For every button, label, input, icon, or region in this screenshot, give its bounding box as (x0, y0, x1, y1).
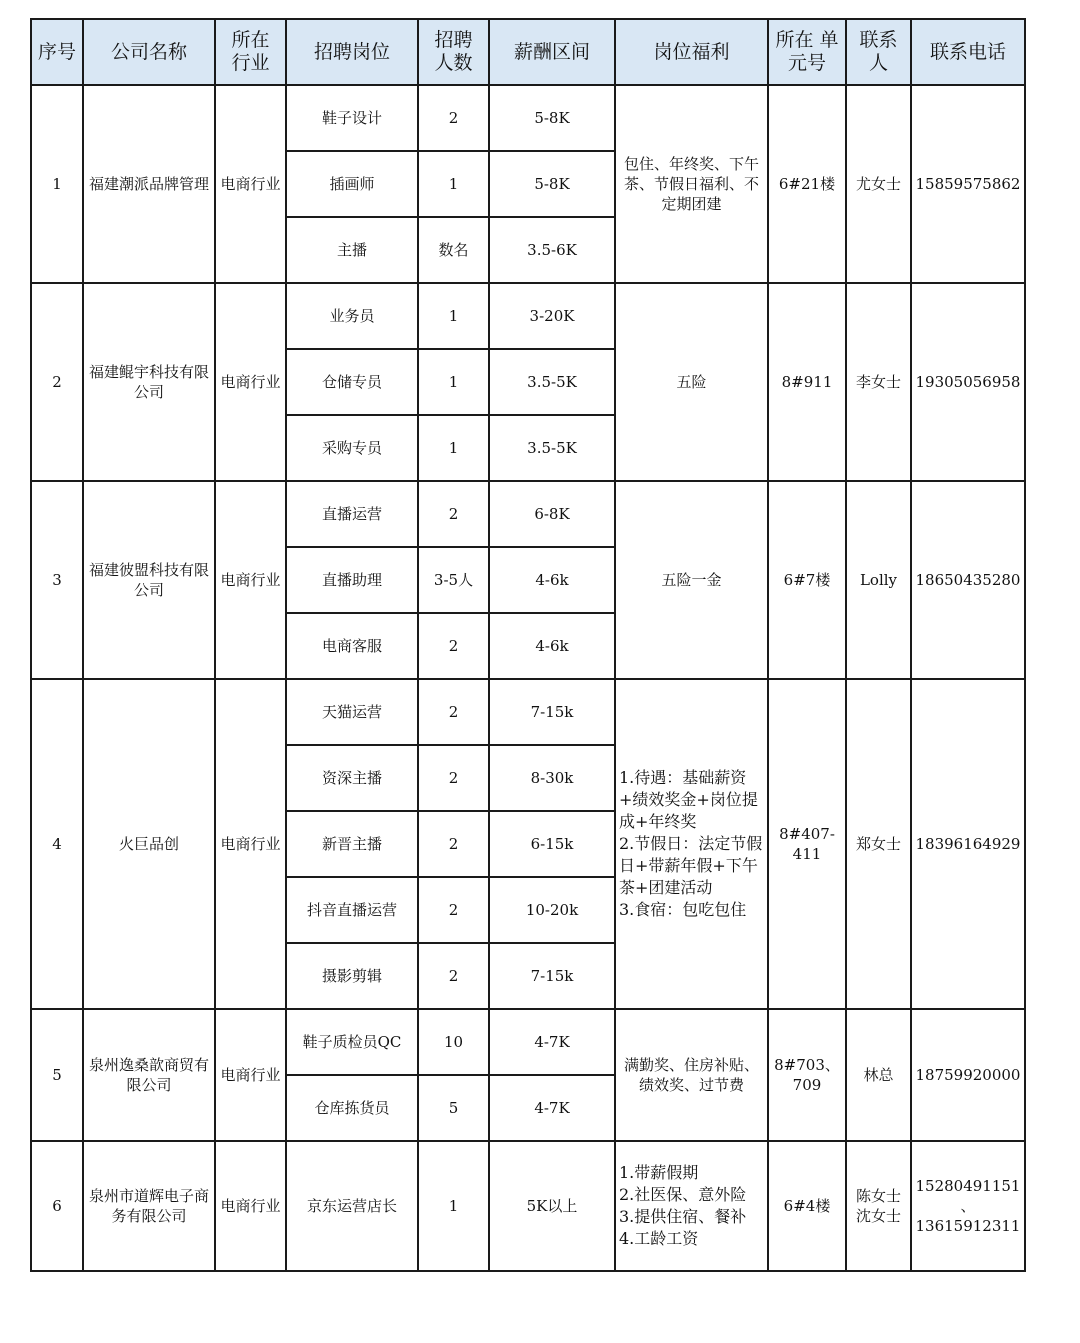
company-name: 泉州逸桑歆商贸有限公司 (83, 1009, 215, 1141)
seq-cell: 2 (31, 283, 83, 481)
job-count: 1 (418, 1141, 489, 1271)
job-count: 2 (418, 811, 489, 877)
header-phone: 联系电话 (911, 19, 1025, 85)
job-count: 2 (418, 85, 489, 151)
header-unit: 所在 单元号 (768, 19, 846, 85)
job-salary: 7-15k (489, 943, 615, 1009)
header-industry: 所在 行业 (215, 19, 286, 85)
job-salary: 4-6k (489, 547, 615, 613)
unit-cell: 6#21楼 (768, 85, 846, 283)
industry-cell: 电商行业 (215, 679, 286, 1009)
job-title: 直播助理 (286, 547, 418, 613)
job-salary: 3.5-6K (489, 217, 615, 283)
unit-cell: 8#703、709 (768, 1009, 846, 1141)
header-contact: 联系 人 (846, 19, 911, 85)
job-salary: 3.5-5K (489, 415, 615, 481)
job-title: 新晋主播 (286, 811, 418, 877)
job-salary: 3.5-5K (489, 349, 615, 415)
table-row (31, 679, 1025, 745)
job-count: 2 (418, 613, 489, 679)
table-row (31, 1009, 1025, 1075)
header-benefits: 岗位福利 (615, 19, 768, 85)
benefits-cell: 包住、年终奖、下午茶、节假日福利、不定期团建 (615, 85, 768, 283)
contact-cell: 李女士 (846, 283, 911, 481)
seq-cell: 3 (31, 481, 83, 679)
job-title: 抖音直播运营 (286, 877, 418, 943)
header-count: 招聘 人数 (418, 19, 489, 85)
contact-cell: 陈女士 沈女士 (846, 1141, 911, 1271)
job-title: 采购专员 (286, 415, 418, 481)
company-name: 火巨品创 (83, 679, 215, 1009)
job-title: 电商客服 (286, 613, 418, 679)
job-count: 2 (418, 877, 489, 943)
job-salary: 5-8K (489, 151, 615, 217)
job-title: 业务员 (286, 283, 418, 349)
job-salary: 6-15k (489, 811, 615, 877)
job-count: 10 (418, 1009, 489, 1075)
job-count: 2 (418, 745, 489, 811)
job-salary: 4-7K (489, 1009, 615, 1075)
seq-cell: 6 (31, 1141, 83, 1271)
job-title: 鞋子质检员QC (286, 1009, 418, 1075)
job-count: 2 (418, 481, 489, 547)
job-title: 主播 (286, 217, 418, 283)
benefits-cell: 五险一金 (615, 481, 768, 679)
table-row (31, 283, 1025, 349)
job-salary: 8-30k (489, 745, 615, 811)
job-title: 仓储专员 (286, 349, 418, 415)
table-row (31, 1141, 1025, 1271)
header-salary: 薪酬区间 (489, 19, 615, 85)
phone-cell: 19305056958 (911, 283, 1025, 481)
job-salary: 10-20k (489, 877, 615, 943)
job-count: 1 (418, 151, 489, 217)
contact-cell: Lolly (846, 481, 911, 679)
header-company: 公司名称 (83, 19, 215, 85)
company-name: 福建潮派品牌管理 (83, 85, 215, 283)
table-row (31, 85, 1025, 151)
job-count: 1 (418, 349, 489, 415)
benefits-cell: 满勤奖、住房补贴、绩效奖、过节费 (615, 1009, 768, 1141)
job-count: 3-5人 (418, 547, 489, 613)
job-title: 摄影剪辑 (286, 943, 418, 1009)
job-salary: 3-20K (489, 283, 615, 349)
header-seq: 序号 (31, 19, 83, 85)
contact-cell: 林总 (846, 1009, 911, 1141)
benefits-cell: 1.带薪假期 2.社医保、意外险 3.提供住宿、餐补 4.工龄工资 (615, 1141, 768, 1271)
industry-cell: 电商行业 (215, 283, 286, 481)
phone-cell: 18650435280 (911, 481, 1025, 679)
job-title: 插画师 (286, 151, 418, 217)
job-title: 鞋子设计 (286, 85, 418, 151)
job-title: 资深主播 (286, 745, 418, 811)
phone-cell: 15280491151 、 13615912311 (911, 1141, 1025, 1271)
company-name: 泉州市道辉电子商务有限公司 (83, 1141, 215, 1271)
job-count: 5 (418, 1075, 489, 1141)
seq-cell: 1 (31, 85, 83, 283)
job-count: 数名 (418, 217, 489, 283)
unit-cell: 8#911 (768, 283, 846, 481)
recruitment-table (30, 18, 1026, 1272)
job-salary: 5-8K (489, 85, 615, 151)
benefits-cell: 五险 (615, 283, 768, 481)
unit-cell: 8#407-411 (768, 679, 846, 1009)
unit-cell: 6#4楼 (768, 1141, 846, 1271)
seq-cell: 5 (31, 1009, 83, 1141)
company-name: 福建鲲宇科技有限公司 (83, 283, 215, 481)
phone-cell: 15859575862 (911, 85, 1025, 283)
job-salary: 5K以上 (489, 1141, 615, 1271)
industry-cell: 电商行业 (215, 1009, 286, 1141)
job-count: 1 (418, 415, 489, 481)
job-salary: 4-7K (489, 1075, 615, 1141)
phone-cell: 18396164929 (911, 679, 1025, 1009)
contact-cell: 郑女士 (846, 679, 911, 1009)
job-title: 仓库拣货员 (286, 1075, 418, 1141)
job-salary: 4-6k (489, 613, 615, 679)
table-row (31, 481, 1025, 547)
job-count: 1 (418, 283, 489, 349)
phone-cell: 18759920000 (911, 1009, 1025, 1141)
job-title: 天猫运营 (286, 679, 418, 745)
job-count: 2 (418, 943, 489, 1009)
job-count: 2 (418, 679, 489, 745)
seq-cell: 4 (31, 679, 83, 1009)
industry-cell: 电商行业 (215, 85, 286, 283)
job-title: 京东运营店长 (286, 1141, 418, 1271)
header-position: 招聘岗位 (286, 19, 418, 85)
industry-cell: 电商行业 (215, 481, 286, 679)
job-salary: 6-8K (489, 481, 615, 547)
benefits-cell: 1.待遇：基础薪资+绩效奖金+岗位提成+年终奖 2.节假日：法定节假日+带薪年假+下午茶+团建活动 3.食宿：包吃包住 (615, 679, 768, 1009)
industry-cell: 电商行业 (215, 1141, 286, 1271)
contact-cell: 尤女士 (846, 85, 911, 283)
company-name: 福建彼盟科技有限公司 (83, 481, 215, 679)
header-row (31, 19, 1025, 85)
job-salary: 7-15k (489, 679, 615, 745)
job-title: 直播运营 (286, 481, 418, 547)
unit-cell: 6#7楼 (768, 481, 846, 679)
